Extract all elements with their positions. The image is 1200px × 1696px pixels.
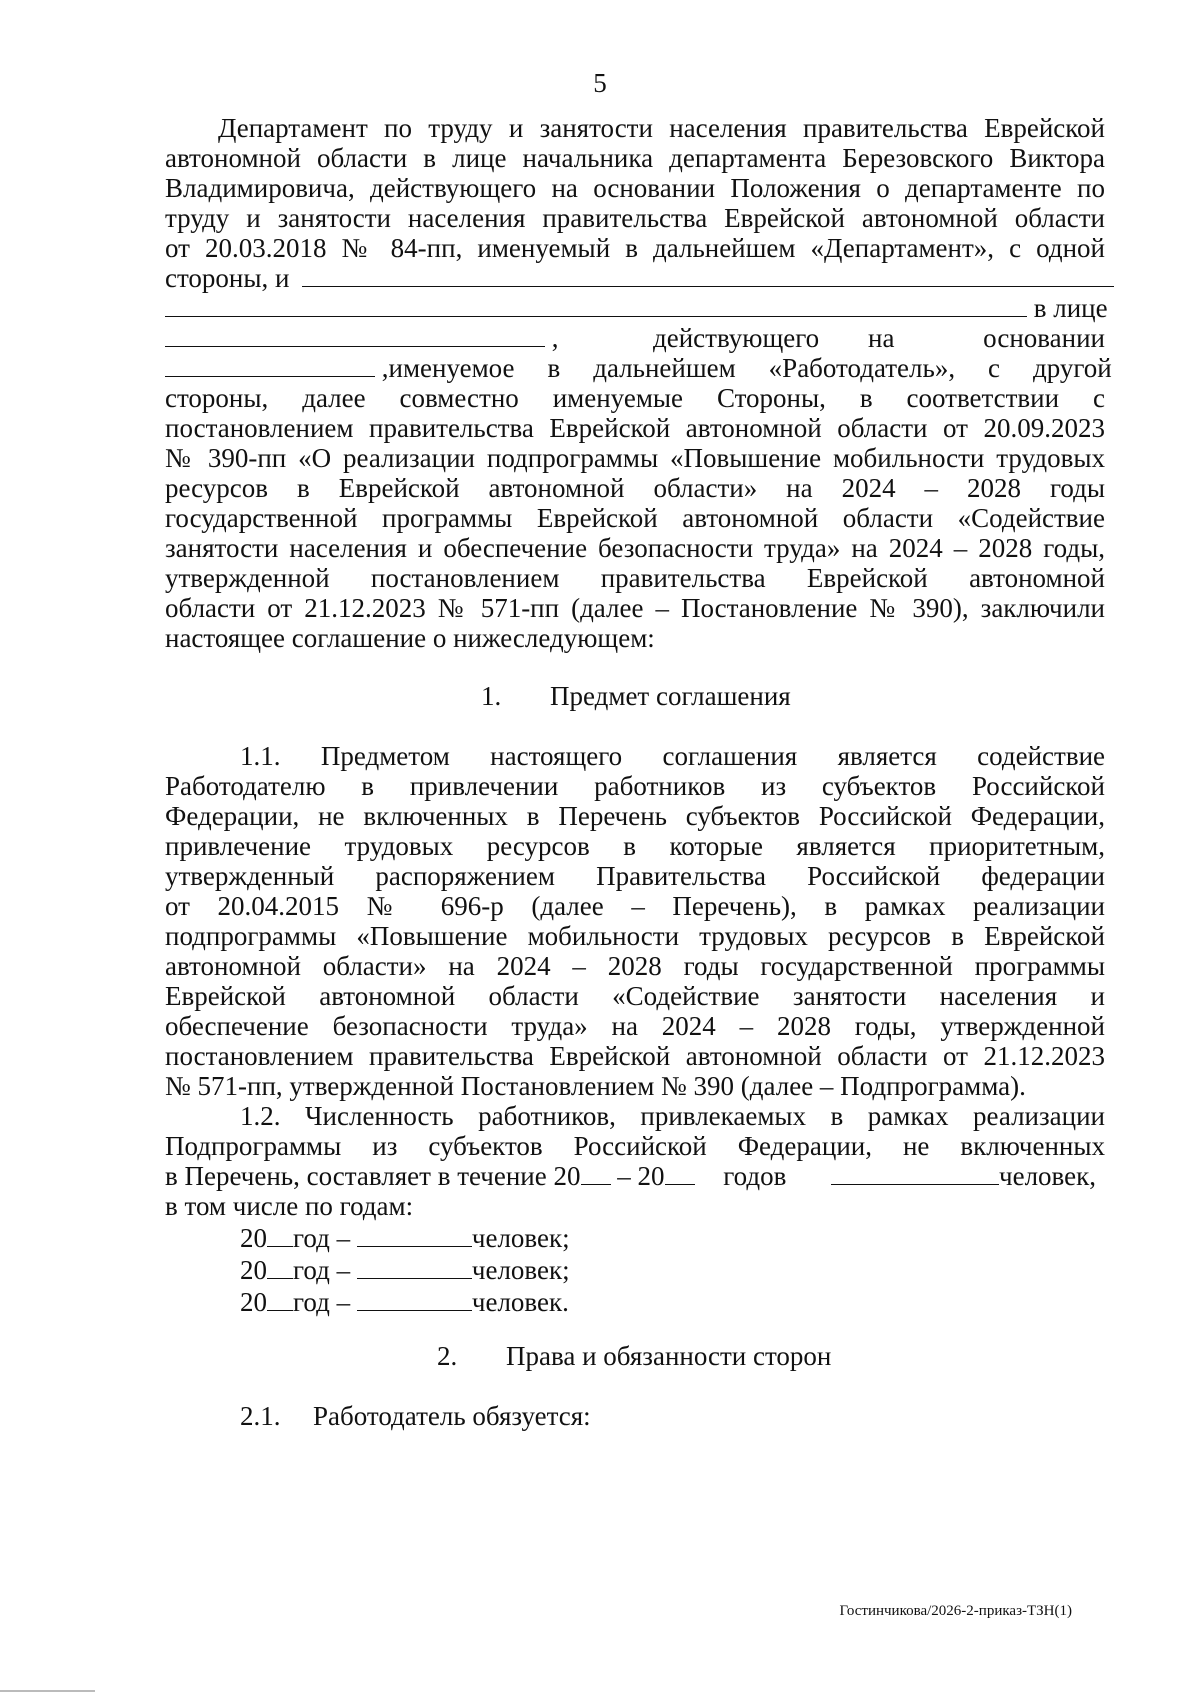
preamble-line xyxy=(165,352,1112,384)
preamble-text: основании xyxy=(983,323,1105,353)
preamble-text: , xyxy=(551,323,559,353)
count-field xyxy=(831,1160,1096,1192)
clause-line: в том числе по годам: xyxy=(165,1191,414,1221)
preamble-line: государственной программы Еврейской автономной области «Содействие xyxy=(165,503,1105,533)
clause-line: постановлением правительства Еврейской автономной области от 21.12.2023 xyxy=(165,1041,1105,1071)
clause-line: обеспечение безопасности труда» на 2024 – 2028 годы, утвержденной xyxy=(165,1011,1105,1041)
preamble-line: области от 21.12.2023 № 571-пп (далее – Постановление № 390), заключили xyxy=(165,593,1105,623)
fill-blank-year xyxy=(267,1288,293,1311)
preamble-line xyxy=(165,262,1105,294)
preamble-line: Департамент по труду и занятости населения правительства Еврейской xyxy=(218,113,1105,143)
preamble-line xyxy=(165,322,1105,354)
clause-number: 2.1. xyxy=(240,1401,281,1431)
clause-line: подпрограммы «Повышение мобильности трудовых ресурсов в Еврейской xyxy=(165,921,1105,951)
fill-blank-count xyxy=(831,1162,999,1185)
preamble-line: утвержденной постановлением правительства Еврейской автономной xyxy=(165,563,1105,593)
clause-line: 1.1. Предметом настоящего соглашения является содействие xyxy=(240,741,1105,771)
clause-text: человек, xyxy=(999,1161,1096,1191)
footer-document-id: Гостинчикова/2026-2-приказ-ТЗН(1) xyxy=(839,1603,1072,1619)
clause-line: привлечение трудовых ресурсов в которые является приоритетным, xyxy=(165,831,1105,861)
clause-line: Подпрограммы из субъектов Российской Федерации, не включенных xyxy=(165,1131,1105,1161)
year-unit: человек. xyxy=(471,1287,569,1317)
section-number: 1. xyxy=(481,681,502,711)
preamble-text: действующего xyxy=(653,323,820,353)
preamble-text: в лице xyxy=(1033,293,1108,323)
preamble-line: от 20.03.2018 № 84-пп, именуемый в дальнейшем «Департамент», с одной xyxy=(165,233,1105,263)
section-title: Права и обязанности сторон xyxy=(506,1341,832,1371)
fill-blank-year xyxy=(267,1224,293,1247)
fill-blank-line xyxy=(165,294,1027,317)
year-prefix: 20 xyxy=(240,1223,267,1253)
clause-line: утвержденный распоряжением Правительства Российской федерации xyxy=(165,861,1105,891)
year-unit: человек; xyxy=(471,1255,570,1285)
preamble-line: № 390-пп «О реализации подпрограммы «Повышение мобильности трудовых xyxy=(165,443,1105,473)
clause-line: 1.2. Численность работников, привлекаемых в рамках реализации xyxy=(240,1101,1105,1131)
section-number: 2. xyxy=(437,1341,458,1371)
fill-blank-line xyxy=(165,354,375,377)
preamble-line: труду и занятости населения правительства Еврейской автономной области xyxy=(165,203,1105,233)
clause-text: в Перечень, составляет в течение 20 xyxy=(165,1161,581,1191)
preamble-line: постановлением правительства Еврейской автономной области от 20.09.2023 xyxy=(165,413,1105,443)
preamble-text: на xyxy=(868,323,895,353)
fill-blank-line xyxy=(165,324,545,347)
preamble-line: занятости населения и обеспечение безопасности труда» на 2024 – 2028 годы, xyxy=(165,533,1105,563)
fill-blank-year xyxy=(267,1256,293,1279)
section-title: Предмет соглашения xyxy=(550,681,791,711)
preamble-line: ресурсов в Еврейской автономной области» на 2024 – 2028 годы xyxy=(165,473,1105,503)
year-row xyxy=(240,1286,840,1318)
preamble-line: автономной области в лице начальника департамента Березовского Виктора xyxy=(165,143,1105,173)
year-label: год – xyxy=(293,1287,351,1317)
clause-line: Еврейской автономной области «Содействие занятости населения и xyxy=(165,981,1105,1011)
clause-line: Работодателю в привлечении работников из субъектов Российской xyxy=(165,771,1105,801)
clause-text: годов xyxy=(723,1161,787,1191)
fill-blank-line xyxy=(302,264,1114,287)
fill-blank-count xyxy=(357,1288,472,1311)
preamble-text: ,именуемое в дальнейшем «Работодатель», с другой xyxy=(381,353,1112,383)
clause-line: автономной области» на 2024 – 2028 годы государственной программы xyxy=(165,951,1105,981)
clause-line: № 571-пп, утвержденной Постановлением № 390 (далее – Подпрограмма). xyxy=(165,1071,1026,1101)
preamble-line: настоящее соглашение о нижеследующем: xyxy=(165,623,655,653)
year-unit: человек; xyxy=(471,1223,570,1253)
year-prefix: 20 xyxy=(240,1287,267,1317)
clause-line xyxy=(165,1160,1105,1192)
year-row xyxy=(240,1222,840,1254)
year-label: год – xyxy=(293,1255,351,1285)
clause-text: Работодатель обязуется: xyxy=(313,1401,591,1431)
fill-blank-count xyxy=(357,1224,472,1247)
clause-line: Федерации, не включенных в Перечень субъектов Российской Федерации, xyxy=(165,801,1105,831)
fill-blank-year xyxy=(581,1162,611,1185)
preamble-line xyxy=(165,292,1108,324)
year-label: год – xyxy=(293,1223,351,1253)
year-row xyxy=(240,1254,840,1286)
fill-blank-count xyxy=(357,1256,472,1279)
page-number: 5 xyxy=(593,68,607,98)
year-prefix: 20 xyxy=(240,1255,267,1285)
preamble-text: стороны, и xyxy=(165,263,290,293)
fill-blank-year xyxy=(665,1162,695,1185)
preamble-line: стороны, далее совместно именуемые Стороны, в соответствии с xyxy=(165,383,1105,413)
preamble-line: Владимировича, действующего на основании Положения о департаменте по xyxy=(165,173,1105,203)
clause-text: – 20 xyxy=(617,1161,665,1191)
scan-edge-mark xyxy=(0,1690,95,1692)
clause-line: от 20.04.2015 № 696-р (далее – Перечень), в рамках реализации xyxy=(165,891,1105,921)
